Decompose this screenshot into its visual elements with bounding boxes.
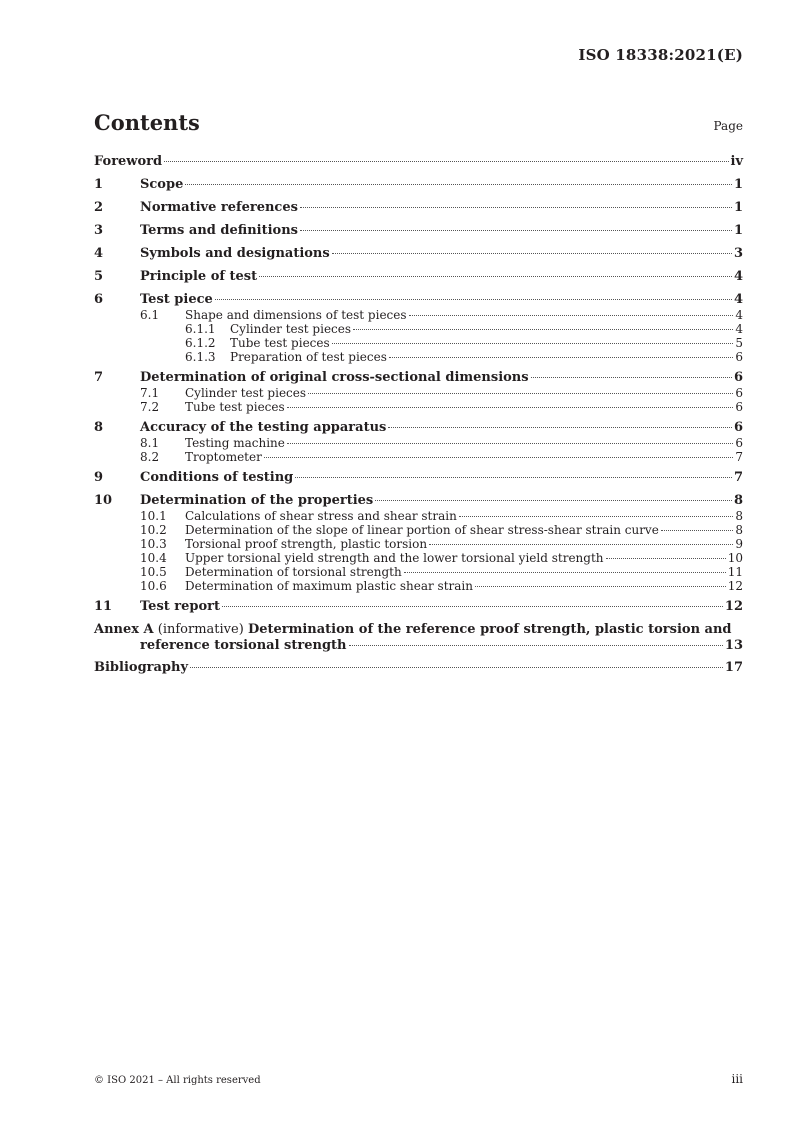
annex-label: Annex A <box>94 622 154 637</box>
toc-entry-page: 8 <box>735 523 743 537</box>
toc-entry-title: Calculations of shear stress and shear strain <box>185 509 457 523</box>
dot-leader <box>531 376 732 378</box>
dot-leader <box>300 206 732 208</box>
toc-entry-number: 10.1 <box>140 509 167 523</box>
toc-entry-title: Test report <box>140 599 221 614</box>
toc-subentry[interactable] <box>94 400 743 414</box>
toc-entry-number: 8.1 <box>140 436 160 450</box>
toc-entry-title: Testing machine <box>185 436 285 450</box>
toc-entry-title: Cylinder test pieces <box>230 322 352 336</box>
dot-leader <box>389 356 733 358</box>
toc-entry-number: 10.5 <box>140 565 167 579</box>
toc-subentry[interactable] <box>94 537 743 551</box>
toc-entry-bibliography[interactable] <box>94 657 743 679</box>
toc-entry-page: 17 <box>724 660 743 675</box>
toc-subentry[interactable] <box>94 436 743 450</box>
toc-entry-number: 6 <box>94 292 104 307</box>
dot-leader <box>459 515 733 517</box>
toc-entry[interactable] <box>94 197 743 219</box>
toc-entry-title: Symbols and designations <box>140 246 330 261</box>
page-title: Contents <box>94 110 200 135</box>
toc-entry-title: Scope <box>140 177 184 192</box>
toc-entry-page: 8 <box>733 493 743 508</box>
toc-entry-number: 2 <box>94 200 104 215</box>
toc-subentry[interactable] <box>94 308 743 322</box>
dot-leader <box>429 543 733 545</box>
toc-entry-title: Determination of original cross-sectional dimensions <box>140 370 529 385</box>
dot-leader <box>409 314 733 316</box>
dot-leader <box>475 585 726 587</box>
dot-leader <box>222 605 723 607</box>
toc-entry-number: 10.2 <box>140 523 167 537</box>
page-column-label: Page <box>713 119 743 133</box>
toc-entry-title: Determination of the properties <box>140 493 374 508</box>
toc-entry-page: 6 <box>733 370 743 385</box>
toc-entry-number: 6.1.2 <box>185 336 216 350</box>
toc-entry-title: Accuracy of the testing apparatus <box>140 420 387 435</box>
annex-title-line1: Determination of the reference proof strength, plastic torsion and <box>247 622 732 637</box>
toc-entry-page: 8 <box>735 509 743 523</box>
toc-subentry[interactable] <box>94 450 743 464</box>
toc-entry-number: 7 <box>94 370 104 385</box>
toc-entry-title: Conditions of testing <box>140 470 294 485</box>
toc-entry[interactable] <box>94 220 743 242</box>
annex-title-line2: reference torsional strength <box>140 638 347 653</box>
dot-leader <box>332 252 732 254</box>
toc-entry-number: 10.6 <box>140 579 167 593</box>
toc-entry-page: 4 <box>733 269 743 284</box>
toc-entry-title: Tube test pieces <box>185 400 285 414</box>
dot-leader <box>185 183 732 185</box>
toc-entry-annex-a[interactable] <box>94 622 743 638</box>
dot-leader <box>661 529 733 531</box>
toc-entry-page: 4 <box>735 322 743 336</box>
toc-entry[interactable] <box>94 243 743 265</box>
toc-subsubentry[interactable] <box>94 322 743 336</box>
toc-entry-page: 1 <box>733 177 743 192</box>
toc-entry-page: 12 <box>727 579 743 593</box>
toc-subentry[interactable] <box>94 509 743 523</box>
toc-entry-title: Determination of maximum plastic shear strain <box>185 579 473 593</box>
toc-subentry[interactable] <box>94 565 743 579</box>
toc-entry-number: 10.4 <box>140 551 167 565</box>
toc-entry-title: Shape and dimensions of test pieces <box>185 308 407 322</box>
toc-entry-page: 4 <box>733 292 743 307</box>
toc-entry-title: Normative references <box>140 200 298 215</box>
toc-subentry[interactable] <box>94 551 743 565</box>
toc-entry-page: 6 <box>735 386 743 400</box>
dot-leader <box>375 499 732 501</box>
toc-subsubentry[interactable] <box>94 336 743 350</box>
dot-leader <box>308 392 733 394</box>
toc-entry-title: Preparation of test pieces <box>230 350 387 364</box>
dot-leader <box>388 426 732 428</box>
dot-leader <box>287 406 733 408</box>
toc-entry-number: 10 <box>94 493 113 508</box>
dot-leader <box>300 229 732 231</box>
toc-subentry[interactable] <box>94 579 743 593</box>
toc-entry-page: 11 <box>727 565 743 579</box>
dot-leader <box>353 328 733 330</box>
toc-entry-page: 4 <box>735 308 743 322</box>
page-number: iii <box>731 1072 743 1086</box>
toc-entry-number: 7.2 <box>140 400 160 414</box>
toc-entry-page: 10 <box>727 551 743 565</box>
toc-entry-title: Test piece <box>140 292 213 307</box>
annex-type: (informative) <box>157 622 244 637</box>
toc-entry-page: 6 <box>733 420 743 435</box>
toc-entry-page: 12 <box>724 599 743 614</box>
dot-leader <box>164 160 728 162</box>
toc-entry-page: 7 <box>733 470 743 485</box>
toc-entry-number: 6.1 <box>140 308 160 322</box>
toc-subentry[interactable] <box>94 523 743 537</box>
toc-entry-page: 1 <box>733 200 743 215</box>
toc-entry-title: Bibliography <box>94 660 189 675</box>
toc-entry-page: 6 <box>735 400 743 414</box>
dot-leader <box>264 456 733 458</box>
toc-entry-title: Tube test pieces <box>230 336 330 350</box>
toc-entry-title: Determination of the slope of linear portion of shear stress-shear strain curve <box>185 523 659 537</box>
toc-entry-title: Determination of torsional strength <box>185 565 402 579</box>
dot-leader <box>190 666 723 668</box>
dot-leader <box>215 298 732 300</box>
table-of-contents <box>94 150 743 679</box>
dot-leader <box>606 557 726 559</box>
toc-entry-number: 5 <box>94 269 104 284</box>
toc-entry-page: 13 <box>724 638 743 653</box>
toc-entry-number: 3 <box>94 223 104 238</box>
toc-entry-title: Cylinder test pieces <box>185 386 307 400</box>
toc-entry-page: 6 <box>735 436 743 450</box>
toc-entry-number: 8.2 <box>140 450 160 464</box>
document-id: ISO 18338:2021(E) <box>578 46 743 64</box>
dot-leader <box>295 476 732 478</box>
dot-leader <box>259 275 732 277</box>
toc-entry-number: 11 <box>94 599 113 614</box>
toc-entry-page: 9 <box>735 537 743 551</box>
toc-entry-title: Upper torsional yield strength and the lower torsional yield strength <box>185 551 604 565</box>
dot-leader <box>287 442 733 444</box>
toc-entry-annex-a-continued[interactable] <box>94 638 743 654</box>
toc-entry-title: Troptometer <box>185 450 262 464</box>
toc-subsubentry[interactable] <box>94 350 743 364</box>
toc-entry-title: Terms and definitions <box>140 223 298 238</box>
toc-entry-page: 1 <box>733 223 743 238</box>
toc-entry-title: Foreword <box>94 154 163 169</box>
toc-entry-number: 6.1.1 <box>185 322 216 336</box>
toc-entry-number: 1 <box>94 177 104 192</box>
toc-entry-title: Torsional proof strength, plastic torsion <box>185 537 428 551</box>
toc-entry-number: 7.1 <box>140 386 160 400</box>
toc-entry-page: 3 <box>733 246 743 261</box>
toc-entry-page: iv <box>730 154 743 169</box>
dot-leader <box>349 644 723 646</box>
toc-entry-number: 4 <box>94 246 104 261</box>
toc-entry[interactable] <box>94 174 743 196</box>
toc-entry-page: 5 <box>735 336 743 350</box>
toc-entry-number: 10.3 <box>140 537 167 551</box>
toc-entry-page: 7 <box>735 450 743 464</box>
dot-leader <box>332 342 733 344</box>
toc-entry-title: Principle of test <box>140 269 258 284</box>
copyright-notice: © ISO 2021 – All rights reserved <box>94 1075 261 1086</box>
toc-entry[interactable] <box>94 467 743 489</box>
toc-entry-foreword[interactable] <box>94 151 743 173</box>
toc-entry[interactable] <box>94 596 743 618</box>
toc-entry-number: 9 <box>94 470 104 485</box>
toc-entry-number: 6.1.3 <box>185 350 216 364</box>
toc-entry-number: 8 <box>94 420 104 435</box>
toc-entry[interactable] <box>94 266 743 288</box>
dot-leader <box>404 571 726 573</box>
toc-entry-page: 6 <box>735 350 743 364</box>
